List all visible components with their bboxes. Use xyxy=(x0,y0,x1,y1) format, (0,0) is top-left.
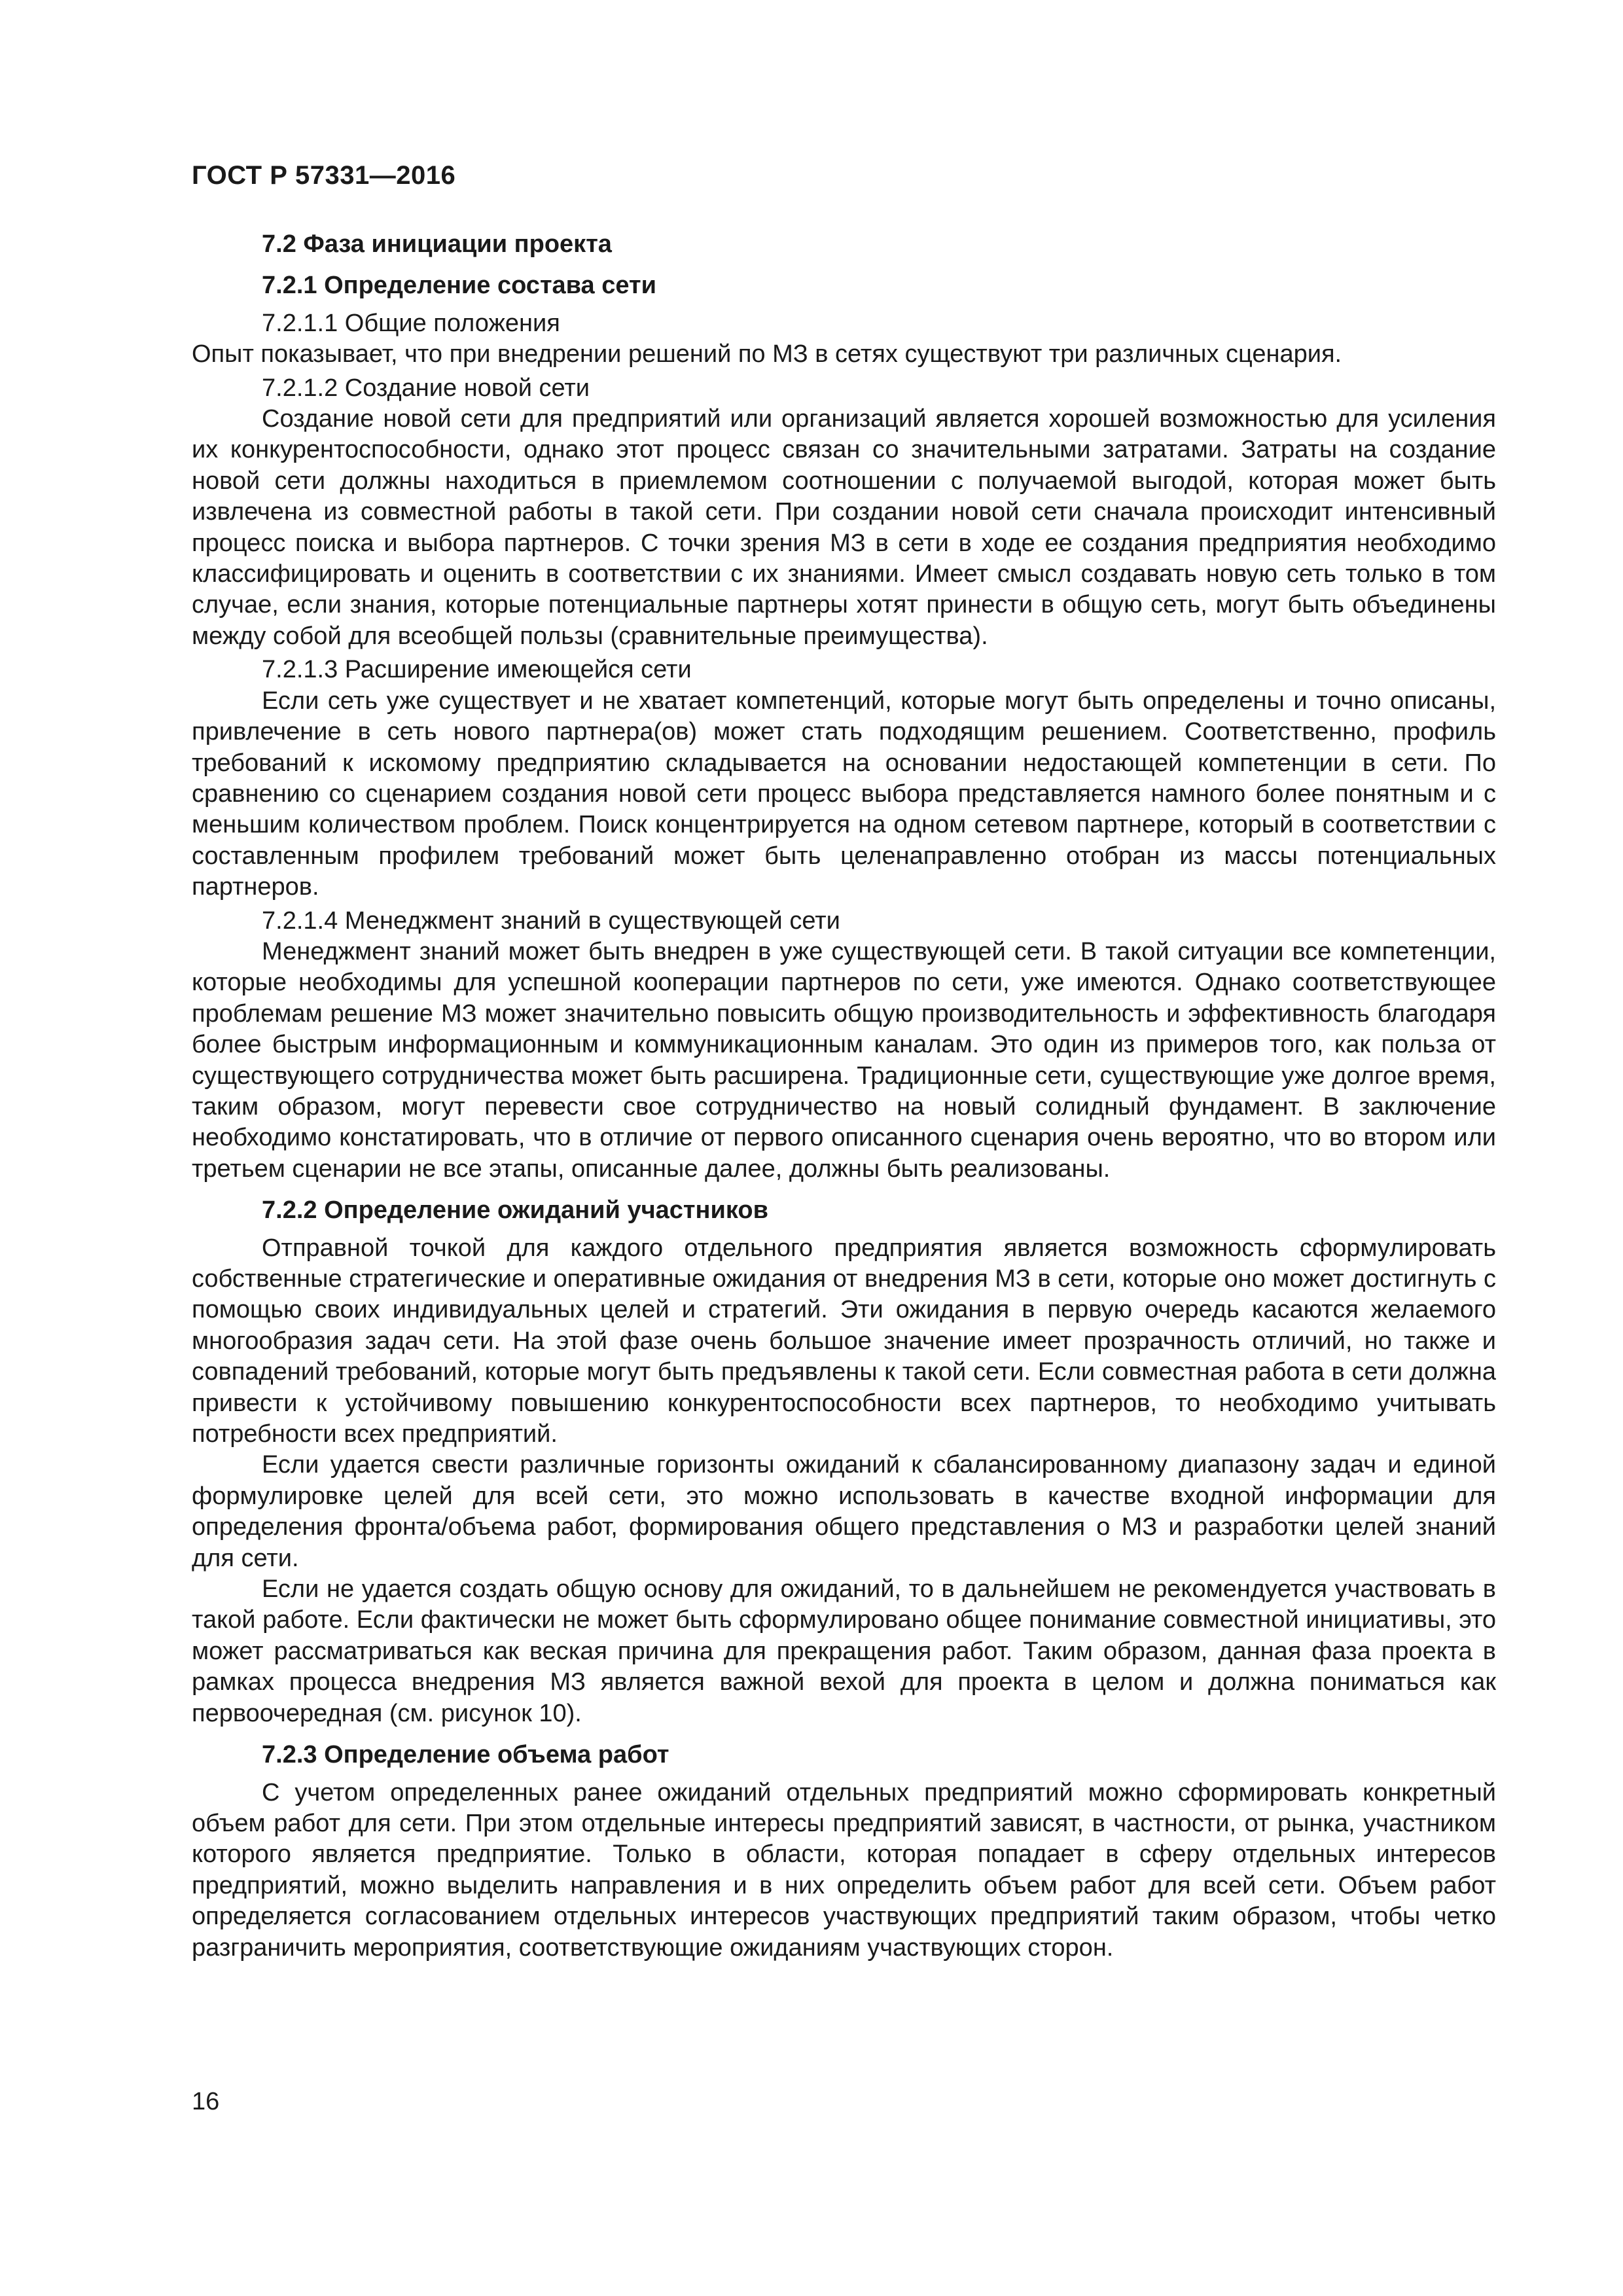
section-heading-7-2: 7.2 Фаза инициации проекта xyxy=(262,230,612,258)
paragraph-7-2-2-1: Отправной точкой для каждого отдельного предприятия является возможность сформулировать собственные стратегические и оперативные ожидания от внедрения МЗ в сети, которые оно может достигнуть с помощью своих индивидуальных целей и стратегий. Эти ожидания в первую очередь касаются желаемого многообразия задач сети. На этой фазе очень большое значение имеет прозрачность отличий, но также и совпадений требований, которые могут быть предъявлены к такой сети. Если совместная работа в сети должна привести к устойчивому повышению конкурентоспособности всех партнеров, то необходимо учитывать потребности всех предприятий. xyxy=(192,1234,1496,1448)
section-heading-7-2-2: 7.2.2 Определение ожиданий участников xyxy=(262,1196,768,1225)
subsection-heading-7-2-1-2: 7.2.1.2 Создание новой сети xyxy=(262,374,590,402)
paragraph-7-2-1-4: Менеджмент знаний может быть внедрен в уже существующей сети. В такой ситуации все компетенции, которые необходимы для успешной кооперации партнеров по сети, уже имеются. Однако соответствующее проблемам решение МЗ может значительно повысить общую производительность и эффективность благодаря более быстрым информационным и коммуникационным каналам. Это один из примеров того, как польза от существующего сотрудничества может быть расширена. Традиционные сети, существующие уже долгое время, таким образом, могут перевести свое сотрудничество на новый солидный фундамент. В заключение необходимо констатировать, что в отличие от первого описанного сценария очень вероятно, что во втором или третьем сценарии не все этапы, описанные далее, должны быть реализованы. xyxy=(192,937,1496,1183)
paragraph-7-2-2-2: Если удается свести различные горизонты ожиданий к сбалансированному диапазону задач и единой формулировке целей для всей сети, это можно использовать в качестве входной информации для определения фронта/объема работ, формирования общего представления о МЗ и разработки целей знаний для сети. xyxy=(192,1451,1496,1572)
paragraph-7-2-3-1: С учетом определенных ранее ожиданий отдельных предприятий можно сформировать конкретный объем работ для сети. При этом отдельные интересы предприятий зависят, в частности, от рынка, участником которого является предприятие. Только в области, которая попадает в сферу отдельных интересов предприятий, можно выделить направления и в них определить объем работ для всей сети. Объем работ определяется согласованием отдельных интересов участвующих предприятий таким образом, чтобы четко разграничить мероприятия, соответствующие ожиданиям участвующих сторон. xyxy=(192,1778,1496,1962)
section-heading-7-2-1: 7.2.1 Определение состава сети xyxy=(262,272,656,300)
section-heading-7-2-3: 7.2.3 Определение объема работ xyxy=(262,1741,669,1769)
subsection-heading-7-2-1-1: 7.2.1.1 Общие положения xyxy=(262,309,560,337)
page-number: 16 xyxy=(192,2088,220,2115)
paragraph-7-2-1-1: Опыт показывает, что при внедрении решений по МЗ в сетях существуют три различных сценария. xyxy=(192,340,1342,368)
standard-code-header: ГОСТ Р 57331—2016 xyxy=(192,161,456,190)
paragraph-7-2-2-3: Если не удается создать общую основу для ожиданий, то в дальнейшем не рекомендуется участвовать в такой работе. Если фактически не может быть сформулировано общее понимание совместной инициативы, это может рассматриваться как веская причина для прекращения работ. Таким образом, данная фаза проекта в рамках процесса внедрения МЗ является важной вехой для проекта в целом и должна пониматься как первоочередная (см. рисунок 10). xyxy=(192,1575,1496,1727)
document-body xyxy=(192,229,1496,1964)
paragraph-7-2-1-3: Если сеть уже существует и не хватает компетенций, которые могут быть определены и точно описаны, привлечение в сеть нового партнера(ов) может стать подходящим решением. Соответственно, профиль требований к искомому предприятию складывается на основании недостающей компетенции в сети. По сравнению со сценарием создания новой сети процесс выбора представляется намного более понятным и с меньшим количеством проблем. Поиск концентрируется на одном сетевом партнере, который в соответствии с составленным профилем требований может быть целенаправленно отобран из массы потенциальных партнеров. xyxy=(192,687,1496,901)
subsection-heading-7-2-1-4: 7.2.1.4 Менеджмент знаний в существующей сети xyxy=(262,906,840,935)
paragraph-7-2-1-2: Создание новой сети для предприятий или организаций является хорошей возможностью для усиления их конкурентоспособности, однако этот процесс связан со значительными затратами. Затраты на создание новой сети должны находиться в приемлемом соотношении с получаемой выгодой, которая может быть извлечена из совместной работы в такой сети. При создании новой сети сначала происходит интенсивный процесс поиска и выбора партнеров. С точки зрения МЗ в сети в ходе ее создания предприятия необходимо классифицировать и оценить в соответствии с их знаниями. Имеет смысл создавать новую сеть только в том случае, если знания, которые потенциальные партнеры хотят принести в общую сеть, могут быть объединены между собой для всеобщей пользы (сравнительные преимущества). xyxy=(192,405,1496,650)
subsection-heading-7-2-1-3: 7.2.1.3 Расширение имеющейся сети xyxy=(262,656,692,684)
